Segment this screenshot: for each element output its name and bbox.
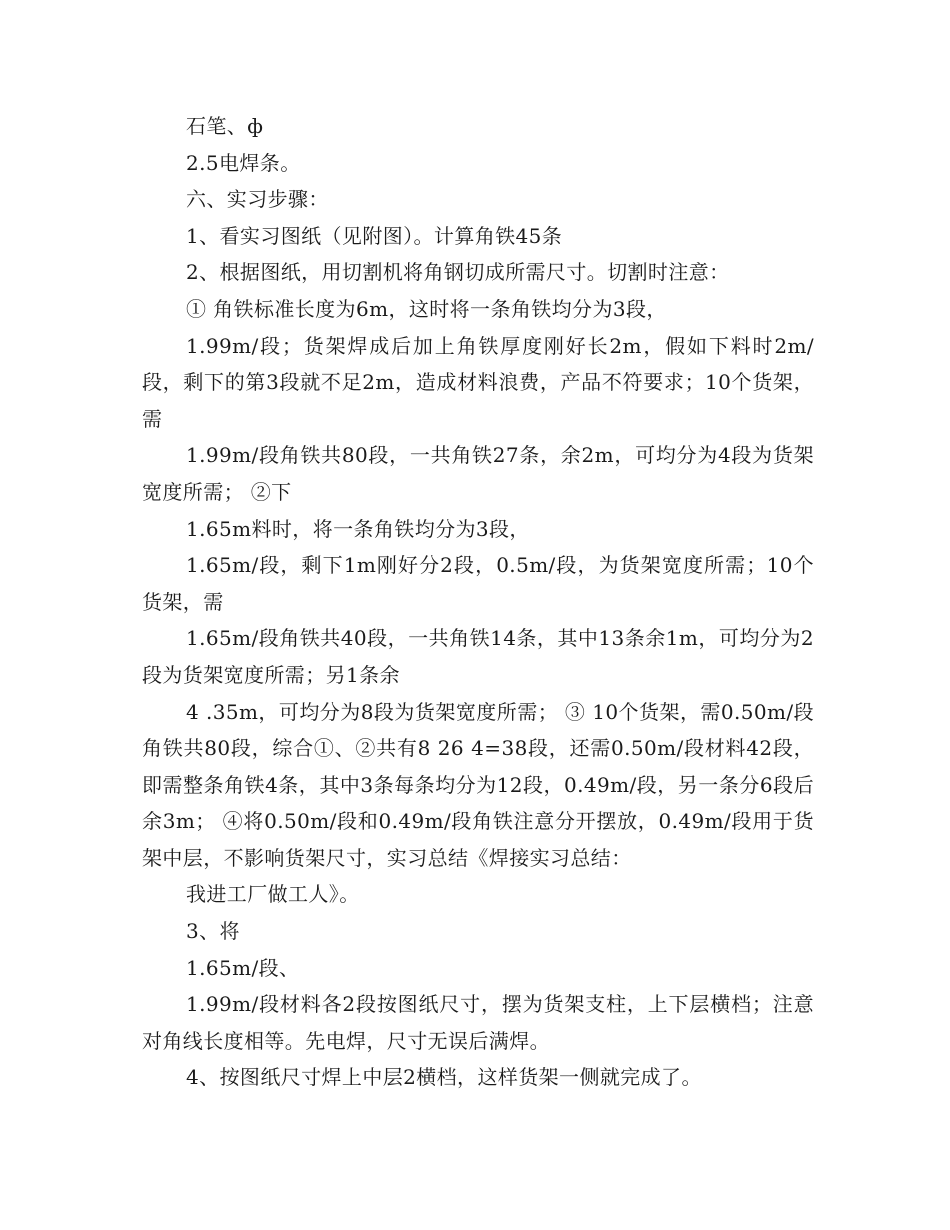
paragraph: 我进工厂做工人》。 (186, 882, 360, 907)
paragraph: 2.5电焊条。 (186, 150, 301, 175)
paragraph: 1.65m料时，将一条角铁均分为3段， (186, 516, 530, 541)
paragraph: 2、根据图纸，用切割机将角钢切成所需尺寸。切割时注意： (186, 260, 730, 285)
paragraph: 1.65m/段，剩下1m刚好分2段，0.5m/段，为货架宽度所需；10个货架，需 (142, 553, 814, 614)
paragraph: 1.99m/段角铁共80段，一共角铁27条，余2m，可均分为4段为货架宽度所需； ②下 (142, 443, 814, 504)
paragraph: 1、看实习图纸（见附图）。计算角铁45条 (186, 223, 563, 248)
paragraph: 1.65m/段、 (186, 955, 300, 980)
paragraph: ① 角铁标准长度为6m，这时将一条角铁均分为3段， (186, 296, 667, 321)
paragraph: 1.65m/段角铁共40段，一共角铁14条，其中13条余1m，可均分为2段为货架宽度所需；另1条余 (142, 626, 814, 687)
paragraph: 3、将 (186, 919, 240, 944)
paragraph: 1.99m/段；货架焊成后加上角铁厚度刚好长2m，假如下料时2m/段，剩下的第3段就不足2m，造成材料浪费，产品不符要求；10个货架，需 (142, 333, 814, 431)
paragraph: 4、按图纸尺寸焊上中层2横档，这样货架一侧就完成了。 (186, 1065, 702, 1090)
paragraph: 石笔、ф (186, 114, 264, 138)
section-heading: 六、实习步骤： (186, 187, 329, 212)
document-body (142, 108, 814, 1096)
paragraph: 4 .35m，可均分为8段为货架宽度所需； ③ 10个货架，需0.50m/段角铁共80段，综合①、②共有8 26 4=38段，还需0.50m/段材料42段，即需整条角铁4条，其中3条每条均分为12段，0.49m/段，另一条分6段后余3m； ④将0.50m/段和0.49m/段角铁注意分开摆放，0.49m/段用于货架中层，不影响货架尺寸，实习总结《焊接实习总结： (142, 699, 814, 870)
paragraph: 1.99m/段材料各2段按图纸尺寸，摆为货架支柱，上下层横档；注意对角线长度相等。先电焊，尺寸无误后满焊。 (142, 992, 814, 1053)
